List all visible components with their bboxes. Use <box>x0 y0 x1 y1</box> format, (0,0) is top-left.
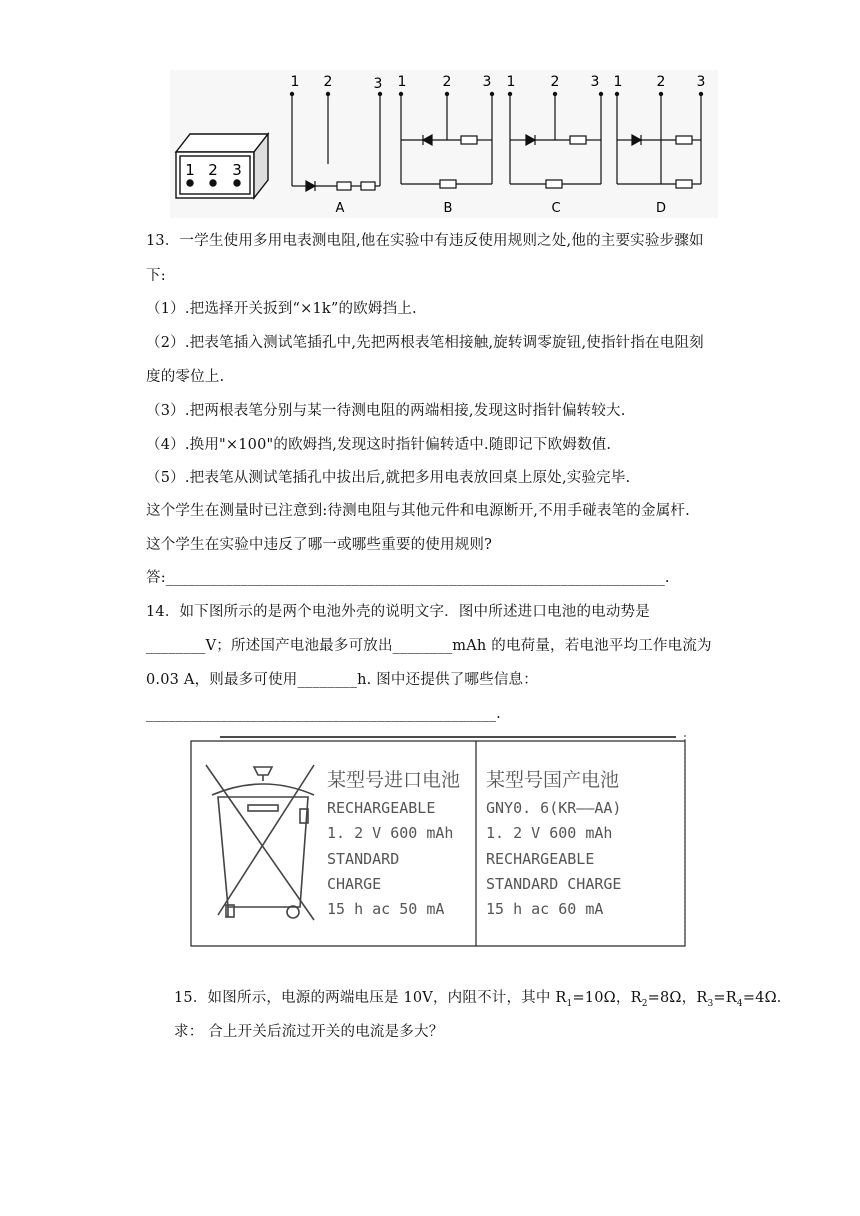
imported-battery-title: 某型号进口电池 <box>327 769 461 791</box>
domestic-battery-line: 1. 2 V 600 mAh <box>486 824 613 842</box>
q13-line: （3）.把两根表笔分别与某一待测电阻的两端相接,发现这时指针偏转较大. <box>146 403 626 419</box>
r2-subscript: 2 <box>641 998 648 1009</box>
r1-subscript: 1 <box>566 998 573 1009</box>
q13-answer-line: 答:___________________________________________________________________. <box>146 570 670 586</box>
terminal-number: 3 <box>482 74 492 90</box>
terminal-number: 1 <box>290 74 300 90</box>
circuit-b <box>401 94 492 188</box>
battery-label-figure <box>190 735 686 947</box>
q15-text: 15．如图所示，电源的两端电压是 10V，内阻不计，其中 R <box>174 990 567 1006</box>
domestic-battery-line: RECHARGEABLE <box>486 850 595 868</box>
box-terminal-label: 2 <box>208 161 218 179</box>
q14-line: 14．如下图所示的是两个电池外壳的说明文字．图中所述进口电池的电动势是 <box>146 604 650 620</box>
option-label-d: D <box>655 201 667 216</box>
imported-battery-line: RECHARGEABLE <box>327 799 436 817</box>
terminal-number: 2 <box>323 74 333 90</box>
q15-text: =8Ω，R <box>647 990 708 1006</box>
terminal-number: 2 <box>550 74 560 90</box>
q15-line-1 <box>174 988 792 1014</box>
q15-text: =R <box>713 990 737 1006</box>
q13-line: 这个学生在实验中违反了哪一或哪些重要的使用规则? <box>146 537 493 553</box>
imported-battery-line: CHARGE <box>327 875 382 893</box>
circuit-a <box>292 94 380 191</box>
domestic-battery-line: GNY0. 6(KR——AA) <box>486 799 622 817</box>
imported-battery-line: 1. 2 V 600 mAh <box>327 824 454 842</box>
option-label-b: B <box>443 201 453 216</box>
q13-line: 度的零位上. <box>146 369 225 385</box>
q15-text: =10Ω，R <box>572 990 642 1006</box>
q13-line: （4）.换用"×100"的欧姆挡,发现这时指针偏转适中.随即记下欧姆数值. <box>146 437 612 453</box>
option-label-a: A <box>335 201 345 216</box>
option-label-c: C <box>551 201 561 216</box>
q14-line: 0.03 A，则最多可使用________h. 图中还提供了哪些信息： <box>146 672 538 688</box>
domestic-battery-line: 15 h ac 60 mA <box>486 900 604 918</box>
r3-subscript: 3 <box>707 998 714 1009</box>
battery-label-svg <box>190 735 686 947</box>
domestic-battery-title: 某型号国产电池 <box>486 769 620 791</box>
q13-line: 下: <box>146 268 166 284</box>
terminal-number: 3 <box>373 76 383 92</box>
q13-line: （5）.把表笔从测试笔插孔中拔出后,就把多用电表放回桌上原处,实验完毕. <box>146 470 631 486</box>
domestic-battery-line: STANDARD CHARGE <box>486 875 622 893</box>
q13-line: 13．一学生使用多用电表测电阻,他在实验中有违反使用规则之处,他的主要实验步骤如 <box>146 233 704 249</box>
box-terminal-label: 1 <box>185 161 195 179</box>
q15-text: =4Ω． <box>742 990 792 1006</box>
q13-line: （1）.把选择开关扳到“×1k”的欧姆挡上. <box>146 301 417 317</box>
imported-battery-line: STANDARD <box>327 850 400 868</box>
imported-battery-line: 15 h ac 50 mA <box>327 900 445 918</box>
terminal-number: 1 <box>506 74 516 90</box>
circuit-options-svg <box>170 70 718 218</box>
terminal-number: 2 <box>442 74 452 90</box>
q13-line: （2）.把表笔插入测试笔插孔中,先把两根表笔相接触,旋转调零旋钮,使指针指在电阻刻 <box>146 335 704 351</box>
terminal-number: 3 <box>590 74 600 90</box>
q14-answer-line: _______________________________________________. <box>146 706 501 722</box>
terminal-number: 1 <box>613 74 623 90</box>
r4-subscript: 4 <box>736 998 743 1009</box>
q14-line: ________V；所述国产电池最多可放出________mAh 的电荷量，若电池平均工作电流为 <box>146 638 712 654</box>
q15-line-2: 求： 合上开关后流过开关的电流是多大？ <box>174 1024 444 1040</box>
terminal-number: 2 <box>656 74 666 90</box>
circuit-d <box>617 94 701 188</box>
q13-line: 这个学生在测量时已注意到:待测电阻与其他元件和电源断开,不用手碰表笔的金属杆. <box>146 503 690 519</box>
circuit-c <box>510 94 601 188</box>
terminal-number: 3 <box>696 74 706 90</box>
circuit-options-figure <box>170 70 718 218</box>
box-terminal-label: 3 <box>232 161 242 179</box>
terminal-number: 1 <box>397 74 407 90</box>
